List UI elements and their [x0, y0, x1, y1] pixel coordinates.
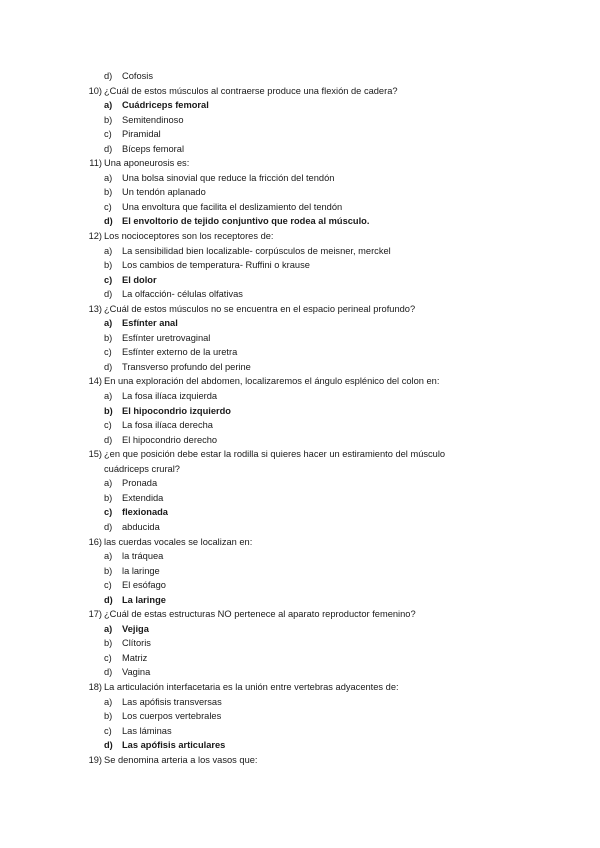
option-letter: c) [104, 201, 112, 212]
answer-option-correct [0, 98, 600, 113]
option-text: La fosa ilíaca izquierda [122, 391, 218, 402]
question-number: 10) [88, 85, 102, 96]
answer-option [0, 287, 600, 302]
option-letter: c) [104, 507, 113, 518]
option-letter: a) [104, 318, 113, 329]
option-letter: d) [104, 216, 113, 227]
option-text: El envoltorio de tejido conjuntivo que rodea al músculo. [122, 216, 370, 227]
answer-option [0, 360, 600, 375]
question-line [0, 680, 600, 695]
option-letter: a) [104, 623, 113, 634]
option-letter: b) [104, 332, 113, 343]
option-letter: c) [104, 274, 113, 285]
answer-option [0, 113, 600, 128]
question-text: ¿Cuál de estos músculos no se encuentra en el espacio perineal profundo? [104, 303, 416, 314]
question-number: 18) [88, 681, 102, 692]
question-text: ¿en que posición debe estar la rodilla si quieres hacer un estiramiento del músculo [104, 449, 446, 460]
option-text: la laringe [122, 565, 160, 576]
option-letter: a) [104, 696, 113, 707]
option-text: la tráquea [122, 551, 164, 562]
option-letter: c) [104, 580, 112, 591]
answer-option [0, 389, 600, 404]
option-letter: a) [104, 391, 113, 402]
option-letter: b) [104, 260, 113, 271]
option-text: Extendida [122, 492, 164, 503]
option-text: Las láminas [122, 725, 172, 736]
option-text: Matriz [122, 652, 148, 663]
answer-option [0, 665, 600, 680]
option-text: Una envoltura que facilita el deslizamiento del tendón [122, 201, 343, 212]
question-number: 17) [88, 609, 102, 620]
question-line [0, 84, 600, 99]
question-text: las cuerdas vocales se localizan en: [104, 536, 253, 547]
option-letter: b) [104, 638, 113, 649]
question-text: ¿Cuál de estos músculos al contraerse produce una flexión de cadera? [104, 85, 398, 96]
answer-option [0, 636, 600, 651]
answer-option [0, 476, 600, 491]
option-text: Piramidal [122, 129, 161, 140]
answer-option-correct [0, 273, 600, 288]
option-letter: b) [104, 187, 113, 198]
option-letter: a) [104, 172, 113, 183]
question-continuation-line [0, 462, 600, 477]
answer-option [0, 69, 600, 84]
question-number: 16) [88, 536, 102, 547]
answer-option-correct [0, 316, 600, 331]
option-letter: d) [104, 594, 113, 605]
answer-option [0, 200, 600, 215]
option-text: La olfacción- células olfativas [122, 289, 243, 300]
answer-option-correct [0, 214, 600, 229]
option-letter: a) [104, 551, 113, 562]
answer-option [0, 695, 600, 710]
option-text: La fosa ilíaca derecha [122, 420, 213, 431]
answer-option [0, 520, 600, 535]
question-number: 19) [88, 754, 102, 765]
option-text: Transverso profundo del perine [122, 361, 251, 372]
question-number: 15) [88, 449, 102, 460]
answer-option [0, 491, 600, 506]
answer-option-correct [0, 505, 600, 520]
option-letter: d) [104, 143, 113, 154]
option-text: Esfínter externo de la uretra [122, 347, 238, 358]
option-text: Pronada [122, 478, 158, 489]
option-letter: d) [104, 71, 113, 81]
answer-option [0, 709, 600, 724]
option-letter: a) [104, 245, 113, 256]
option-text: Los cuerpos vertebrales [122, 711, 222, 722]
question-number: 13) [88, 303, 102, 314]
option-text: Un tendón aplanado [122, 187, 206, 198]
option-letter: d) [104, 289, 113, 300]
quiz-content [0, 69, 600, 767]
answer-option [0, 549, 600, 564]
option-text: Las apófisis transversas [122, 696, 222, 707]
answer-option [0, 258, 600, 273]
option-text: flexionada [122, 507, 168, 518]
question-text: ¿Cuál de estas estructuras NO pertenece al aparato reproductor femenino? [104, 609, 416, 620]
option-text: El esófago [122, 580, 166, 591]
answer-option-correct [0, 404, 600, 419]
question-number: 11) [89, 158, 102, 169]
option-text: El dolor [122, 274, 157, 285]
option-text: Clítoris [122, 638, 151, 649]
question-text: Los nocioceptores son los receptores de: [104, 231, 274, 242]
question-text: Se denomina arteria a los vasos que: [104, 754, 258, 765]
answer-option [0, 244, 600, 259]
answer-option [0, 433, 600, 448]
option-letter: d) [104, 361, 113, 372]
answer-option [0, 142, 600, 157]
answer-option [0, 171, 600, 186]
option-text: Vagina [122, 667, 151, 678]
answer-option [0, 564, 600, 579]
answer-option [0, 345, 600, 360]
answer-option [0, 651, 600, 666]
answer-option [0, 418, 600, 433]
answer-option-correct [0, 593, 600, 608]
option-letter: a) [104, 100, 113, 111]
question-line [0, 535, 600, 550]
option-letter: b) [104, 405, 113, 416]
question-line [0, 374, 600, 389]
option-letter: a) [104, 478, 113, 489]
answer-option [0, 185, 600, 200]
option-text: La laringe [122, 594, 166, 605]
option-text: La sensibilidad bien localizable- corpúsculos de meisner, merckel [122, 245, 391, 256]
option-text: Esfínter uretrovaginal [122, 332, 211, 343]
question-text: La articulación interfacetaria es la unión entre vertebras adyacentes de: [104, 681, 399, 692]
option-text: Vejiga [122, 623, 149, 634]
option-text: Cuádriceps femoral [122, 100, 209, 111]
answer-option [0, 331, 600, 346]
question-text-continuation: cuádriceps crural? [104, 463, 180, 474]
option-text: Una bolsa sinovial que reduce la fricción del tendón [122, 172, 335, 183]
option-letter: c) [104, 129, 112, 140]
question-number: 14) [88, 376, 102, 387]
option-letter: c) [104, 420, 112, 431]
answer-option-correct [0, 738, 600, 753]
option-text: El hipocondrio izquierdo [122, 405, 231, 416]
option-text: Los cambios de temperatura- Ruffini o krause [122, 260, 310, 271]
option-text: El hipocondrio derecho [122, 434, 218, 445]
question-text: Una aponeurosis es: [104, 158, 190, 169]
option-letter: b) [104, 114, 113, 125]
question-line [0, 607, 600, 622]
option-letter: c) [104, 347, 112, 358]
question-line [0, 156, 600, 171]
option-letter: c) [104, 652, 112, 663]
question-line [0, 753, 600, 768]
option-letter: d) [104, 667, 113, 678]
question-text: En una exploración del abdomen, localizaremos el ángulo esplénico del colon en: [104, 376, 440, 387]
option-letter: b) [104, 711, 113, 722]
question-line [0, 302, 600, 317]
option-text: Las apófisis articulares [122, 740, 226, 751]
option-letter: b) [104, 565, 113, 576]
option-letter: b) [104, 492, 113, 503]
option-text: Cofosis [122, 71, 154, 81]
option-text: Esfínter anal [122, 318, 178, 329]
option-text: Bíceps femoral [122, 143, 185, 154]
option-text: abducida [122, 521, 160, 532]
answer-option [0, 127, 600, 142]
answer-option-correct [0, 622, 600, 637]
answer-option [0, 724, 600, 739]
option-letter: d) [104, 434, 113, 445]
option-text: Semitendinoso [122, 114, 184, 125]
option-letter: c) [104, 725, 112, 736]
question-line [0, 447, 600, 462]
answer-option [0, 578, 600, 593]
option-letter: d) [104, 740, 113, 751]
option-letter: d) [104, 521, 113, 532]
question-number: 12) [88, 231, 102, 242]
question-line [0, 229, 600, 244]
